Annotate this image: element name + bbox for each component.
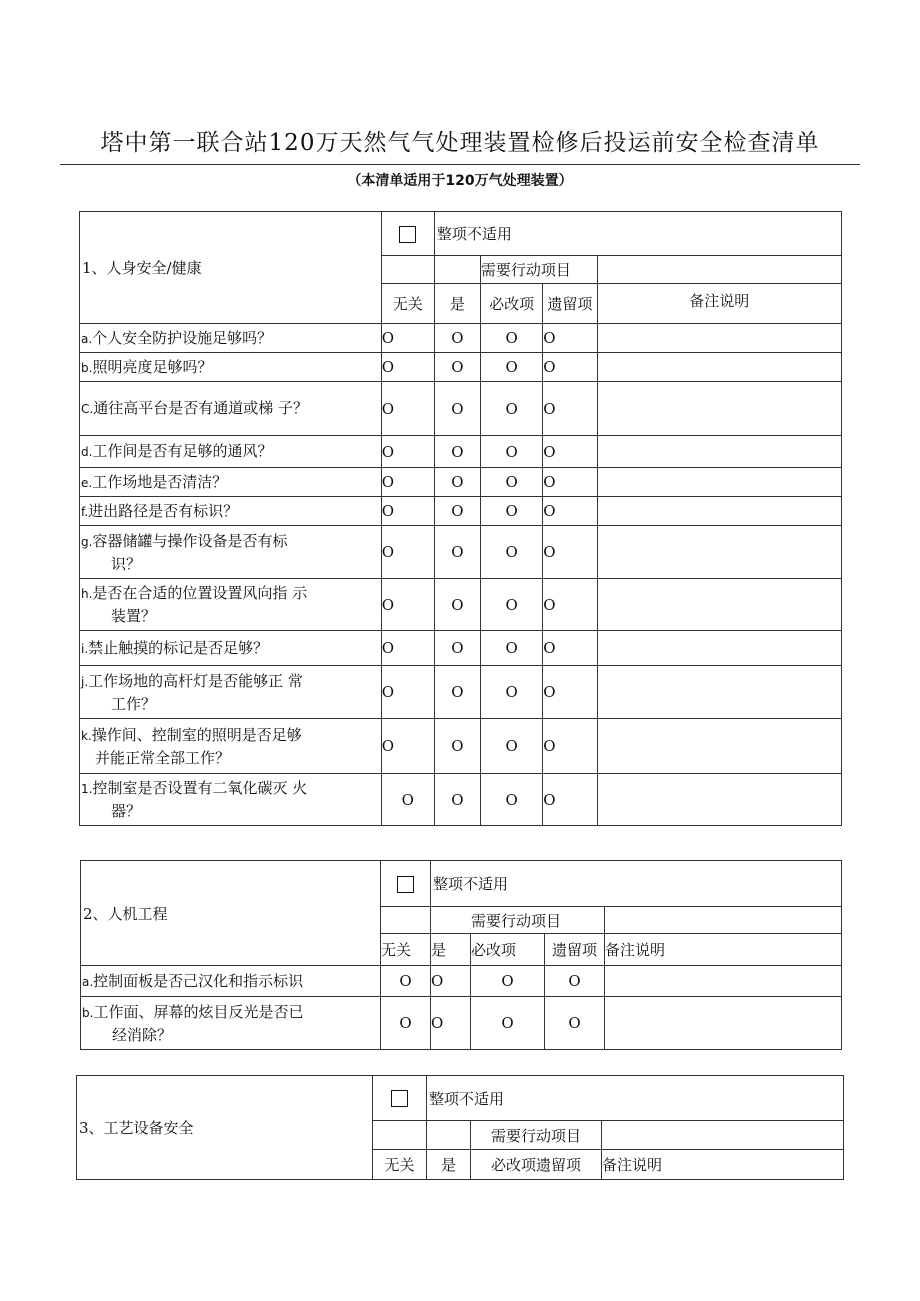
option-legacy[interactable]: O	[543, 468, 597, 497]
option-must-fix[interactable]: O	[480, 579, 542, 631]
remarks-cell[interactable]	[597, 666, 842, 719]
table-row	[80, 526, 842, 579]
question-cell	[80, 436, 382, 468]
option-yes[interactable]: O	[434, 353, 480, 382]
empty-cell	[597, 256, 842, 284]
column-yes: 是	[431, 934, 471, 966]
option-unrelated[interactable]: O	[381, 497, 434, 526]
section-2-not-applicable-checkbox[interactable]	[381, 861, 431, 907]
section-3-not-applicable-checkbox[interactable]	[373, 1076, 427, 1121]
empty-cell	[605, 907, 842, 934]
section-1-title: 1、人身安全/健康	[80, 212, 382, 324]
option-yes[interactable]: O	[431, 997, 471, 1050]
option-must-fix[interactable]: O	[480, 324, 542, 353]
section-2-not-applicable-label: 整项不适用	[431, 861, 842, 907]
question-cell	[80, 579, 382, 631]
item-key: g.	[81, 534, 93, 549]
remarks-cell[interactable]	[597, 719, 842, 774]
item-text: 工作面、屏幕的炫目反光是否已	[93, 1002, 304, 1021]
option-legacy[interactable]: O	[543, 526, 597, 579]
empty-cell	[381, 907, 431, 934]
column-legacy: 遗留项	[543, 284, 597, 324]
question-cell	[80, 774, 382, 826]
item-text-continued: 器？	[111, 802, 142, 820]
option-must-fix[interactable]: O	[480, 353, 542, 382]
column-must-fix-legacy: 必改项遗留项	[471, 1150, 602, 1180]
option-unrelated[interactable]: O	[381, 324, 434, 353]
item-key: h.	[81, 587, 93, 601]
option-yes[interactable]: O	[434, 631, 480, 666]
option-legacy[interactable]: O	[543, 579, 597, 631]
section-3-action-header: 需要行动项目	[471, 1121, 602, 1150]
remarks-cell[interactable]	[597, 497, 842, 526]
item-text: 禁止触摸的标记是否足够？	[88, 638, 269, 657]
column-must-fix: 必改项	[471, 934, 545, 966]
section-2-table	[80, 860, 842, 1050]
option-unrelated[interactable]: O	[381, 719, 434, 774]
option-yes[interactable]: O	[434, 526, 480, 579]
option-unrelated[interactable]: O	[381, 631, 434, 666]
remarks-cell[interactable]	[605, 966, 842, 997]
section-3-remarks-header: 备注说明	[602, 1150, 844, 1180]
item-key: C.	[81, 402, 94, 416]
item-text: 操作间、控制室的照明是否足够	[91, 725, 302, 744]
column-must-fix: 必改项	[480, 284, 542, 324]
option-unrelated[interactable]: O	[381, 382, 434, 436]
empty-cell	[381, 256, 434, 284]
option-must-fix[interactable]: O	[480, 468, 542, 497]
option-yes[interactable]: O	[434, 436, 480, 468]
section-1-table	[79, 211, 842, 826]
column-yes: 是	[427, 1150, 471, 1180]
question-cell	[80, 719, 382, 774]
remarks-cell[interactable]	[605, 997, 842, 1050]
item-key: k.	[81, 728, 92, 743]
option-must-fix[interactable]: O	[480, 666, 542, 719]
option-yes[interactable]: O	[434, 324, 480, 353]
section-2-remarks-header: 备注说明	[605, 934, 842, 966]
option-must-fix[interactable]: O	[480, 436, 542, 468]
item-key: f.	[81, 504, 89, 519]
section-1-not-applicable-label: 整项不适用	[434, 212, 841, 256]
option-yes[interactable]: O	[434, 666, 480, 719]
option-must-fix[interactable]: O	[480, 631, 542, 666]
table-row	[80, 631, 842, 666]
option-legacy[interactable]: O	[543, 719, 597, 774]
column-unrelated: 无关	[381, 934, 431, 966]
option-legacy[interactable]: O	[545, 997, 605, 1050]
column-unrelated: 无关	[381, 284, 434, 324]
option-yes[interactable]: O	[431, 966, 471, 997]
option-unrelated[interactable]: O	[381, 353, 434, 382]
item-text: 个人安全防护设施足够吗？	[92, 328, 273, 347]
table-row	[81, 966, 842, 997]
option-must-fix[interactable]: O	[480, 382, 542, 436]
question-cell	[80, 382, 382, 436]
empty-cell	[602, 1121, 844, 1150]
item-text: 工作场地是否清洁？	[92, 472, 228, 491]
item-text: 通往高平台是否有通道或梯 子？	[93, 399, 308, 417]
checkbox-icon	[391, 1090, 408, 1107]
item-key: a.	[82, 974, 94, 989]
question-cell	[80, 324, 382, 353]
item-text: 控制面板是否己汉化和指示标识	[93, 971, 304, 990]
question-cell	[81, 966, 381, 997]
option-unrelated[interactable]: O	[381, 526, 434, 579]
remarks-cell[interactable]	[597, 526, 842, 579]
option-must-fix[interactable]: O	[471, 966, 545, 997]
option-legacy[interactable]: O	[543, 497, 597, 526]
table-row	[80, 382, 842, 436]
section-3-title: 3、工艺设备安全	[77, 1076, 373, 1180]
remarks-cell[interactable]	[597, 631, 842, 666]
table-row	[80, 497, 842, 526]
option-legacy[interactable]: O	[543, 324, 597, 353]
item-key: d.	[81, 445, 93, 459]
item-text: 容器储罐与操作设备是否有标	[92, 531, 288, 550]
document-title: 塔中第一联合站120万天然气气处理装置检修后投运前安全检查清单	[100, 130, 820, 156]
item-text: 工作场地的高杆灯是否能够正 常	[88, 671, 303, 690]
table-row	[80, 324, 842, 353]
column-legacy: 遗留项	[545, 934, 605, 966]
item-key: b.	[81, 360, 93, 375]
question-cell	[80, 631, 382, 666]
section-3-not-applicable-label: 整项不适用	[427, 1076, 844, 1121]
option-yes[interactable]: O	[434, 497, 480, 526]
remarks-cell[interactable]	[597, 579, 842, 631]
item-key: 1.	[81, 782, 93, 796]
table-row	[80, 666, 842, 719]
section-1-remarks-header: 备注说明	[597, 284, 842, 324]
item-key: i.	[81, 641, 89, 656]
question-cell	[80, 666, 382, 719]
title-rule	[60, 164, 860, 165]
empty-cell	[427, 1121, 471, 1150]
question-cell	[80, 468, 382, 497]
option-must-fix[interactable]: O	[480, 719, 542, 774]
item-text-continued: 工作？	[111, 694, 157, 713]
option-must-fix[interactable]: O	[480, 774, 542, 826]
option-unrelated[interactable]: O	[381, 774, 434, 826]
table-row	[80, 774, 842, 826]
table-row	[81, 997, 842, 1050]
checkbox-icon	[397, 876, 414, 893]
option-legacy[interactable]: O	[545, 966, 605, 997]
option-legacy[interactable]: O	[543, 774, 597, 826]
option-legacy[interactable]: O	[543, 353, 597, 382]
option-yes[interactable]: O	[434, 579, 480, 631]
item-text: 照明亮度足够吗？	[92, 357, 213, 376]
option-must-fix[interactable]: O	[471, 997, 545, 1050]
document-subtitle: （本清单适用于120万气处理装置）	[347, 173, 573, 189]
remarks-cell[interactable]	[597, 353, 842, 382]
item-text-continued: 并能正常全部工作？	[95, 748, 231, 767]
item-key: b.	[82, 1005, 94, 1020]
item-text-continued: 经消除？	[112, 1025, 173, 1044]
remarks-cell[interactable]	[597, 436, 842, 468]
section-1-not-applicable-checkbox[interactable]	[381, 212, 434, 256]
option-unrelated[interactable]: O	[381, 666, 434, 719]
column-yes: 是	[434, 284, 480, 324]
remarks-cell[interactable]	[597, 468, 842, 497]
section-1-action-header: 需要行动项目	[480, 256, 597, 284]
remarks-cell[interactable]	[597, 382, 842, 436]
item-key: j.	[81, 674, 89, 689]
section-3-table	[76, 1075, 844, 1180]
item-text: 控制室是否设置有二氧化碳灭 火	[92, 779, 308, 797]
question-cell	[80, 497, 382, 526]
question-cell	[80, 526, 382, 579]
table-row	[80, 579, 842, 631]
item-key: e.	[81, 475, 93, 490]
empty-cell	[373, 1121, 427, 1150]
item-text-continued: 识？	[111, 554, 142, 573]
option-must-fix[interactable]: O	[480, 497, 542, 526]
remarks-cell[interactable]	[597, 324, 842, 353]
column-unrelated: 无关	[373, 1150, 427, 1180]
question-cell	[81, 997, 381, 1050]
item-text: 是否在合适的位置设置风向指 示	[92, 584, 308, 602]
option-yes[interactable]: O	[434, 468, 480, 497]
option-yes[interactable]: O	[434, 719, 480, 774]
option-legacy[interactable]: O	[543, 436, 597, 468]
table-row	[80, 353, 842, 382]
option-unrelated[interactable]: O	[381, 579, 434, 631]
question-cell	[80, 353, 382, 382]
option-must-fix[interactable]: O	[480, 526, 542, 579]
section-2-title: 2、人机工程	[81, 861, 381, 966]
table-row	[80, 468, 842, 497]
remarks-cell[interactable]	[597, 774, 842, 826]
option-legacy[interactable]: O	[543, 382, 597, 436]
table-row	[80, 719, 842, 774]
option-legacy[interactable]: O	[543, 631, 597, 666]
table-row	[80, 436, 842, 468]
option-unrelated[interactable]: O	[381, 997, 431, 1050]
option-unrelated[interactable]: O	[381, 436, 434, 468]
option-unrelated[interactable]: O	[381, 966, 431, 997]
item-text: 进出路径是否有标识？	[88, 501, 239, 520]
checkbox-icon	[399, 226, 416, 243]
option-legacy[interactable]: O	[543, 666, 597, 719]
section-2-action-header: 需要行动项目	[431, 907, 605, 934]
option-unrelated[interactable]: O	[381, 468, 434, 497]
empty-cell	[434, 256, 480, 284]
item-key: a.	[81, 331, 93, 346]
item-text-continued: 装置？	[111, 607, 157, 625]
option-yes[interactable]: O	[434, 382, 480, 436]
option-yes[interactable]: O	[434, 774, 480, 826]
item-text: 工作间是否有足够的通风？	[92, 442, 273, 460]
